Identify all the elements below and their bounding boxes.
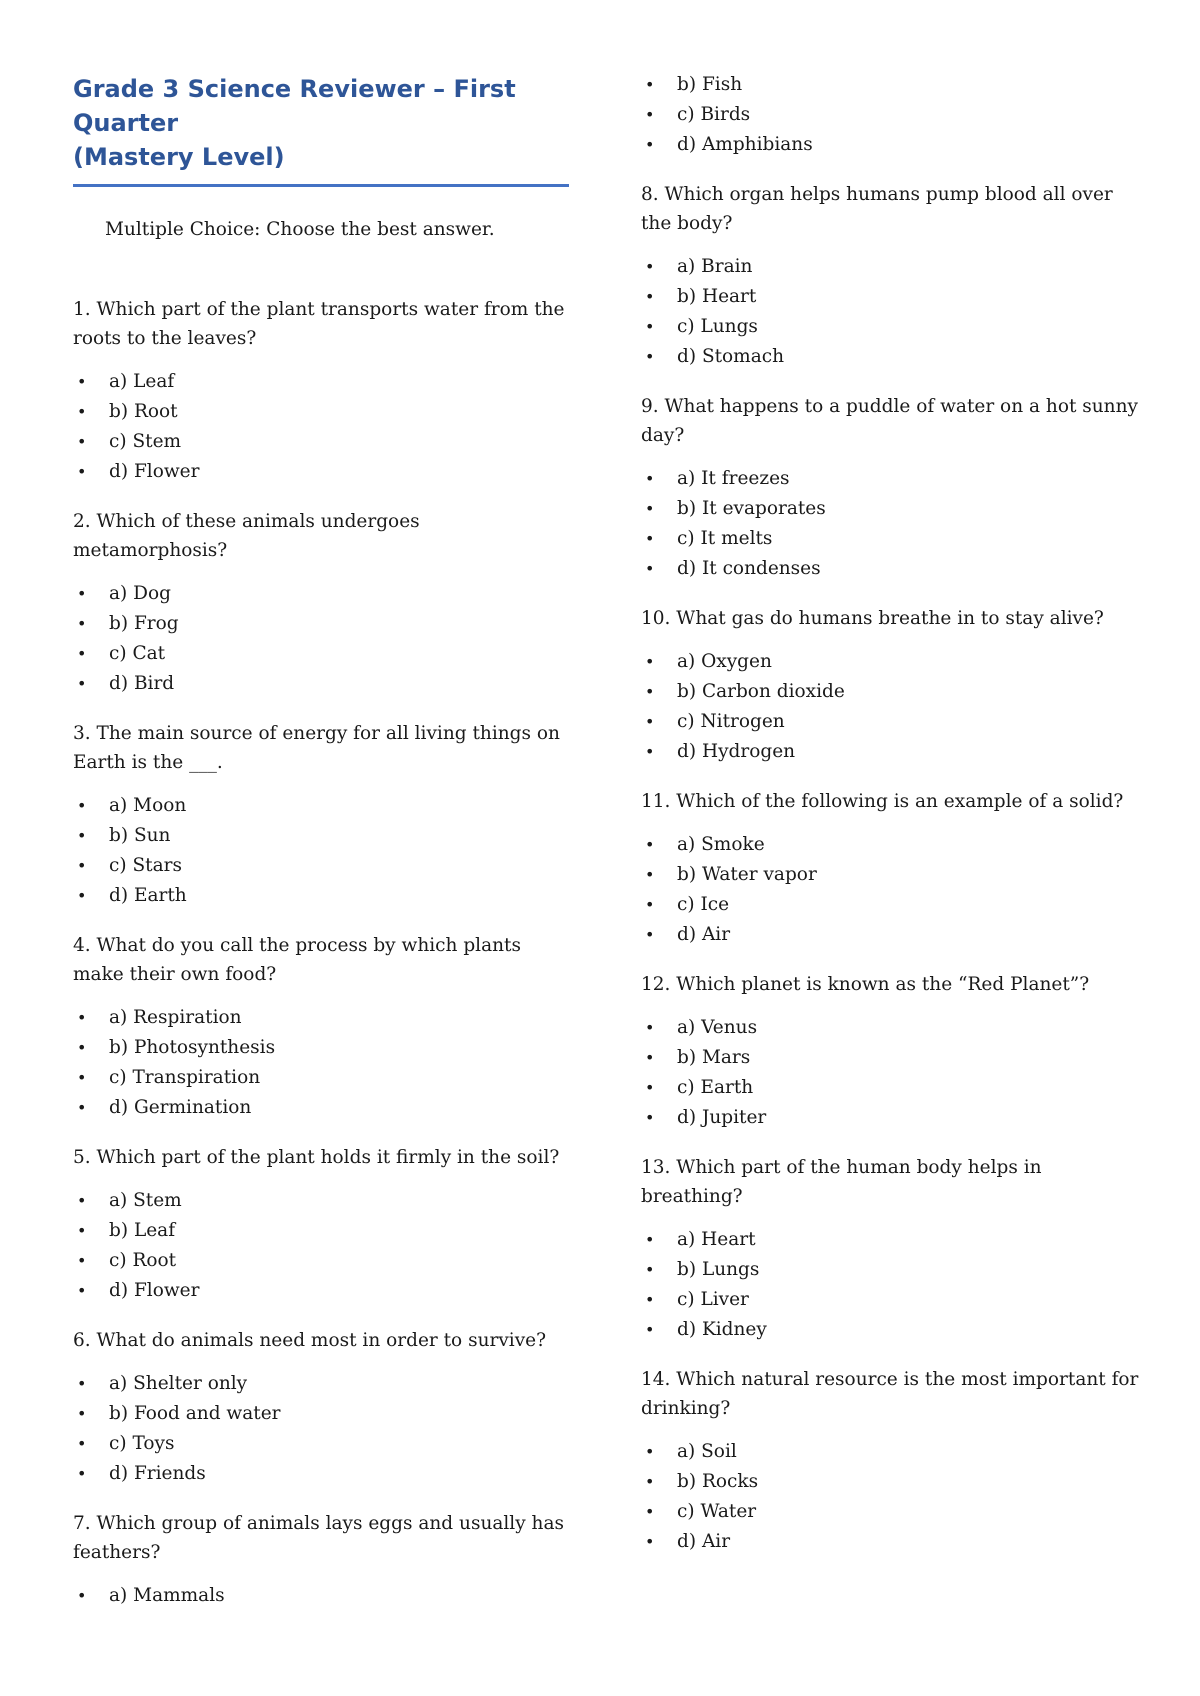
option-text: c) Cat — [109, 643, 166, 664]
option-7d — [641, 130, 1141, 160]
bullet-icon: • — [645, 652, 655, 671]
option-text: d) Germination — [109, 1097, 252, 1118]
option-8a — [641, 252, 1141, 282]
bullet-icon: • — [77, 402, 87, 421]
options-list-14 — [641, 1437, 1141, 1557]
option-5a — [73, 1186, 573, 1216]
option-text: b) Leaf — [109, 1220, 176, 1241]
option-9c — [641, 524, 1141, 554]
bullet-icon: • — [645, 499, 655, 518]
option-text: a) Dog — [109, 583, 171, 604]
option-text: b) It evaporates — [677, 498, 826, 519]
option-text: b) Photosynthesis — [109, 1037, 276, 1058]
option-12a — [641, 1013, 1141, 1043]
bullet-icon: • — [77, 432, 87, 451]
question-6: 6. What do animals need most in order to survive? — [73, 1330, 547, 1351]
question-8: 8. Which organ helps humans pump blood all over the body? — [641, 184, 1113, 234]
bullet-icon: • — [77, 674, 87, 693]
bullet-icon: • — [77, 1251, 87, 1270]
option-13a — [641, 1225, 1141, 1255]
instructions: Multiple Choice: Choose the best answer. — [105, 219, 495, 240]
option-text: c) Toys — [109, 1433, 175, 1454]
question-block-6 — [73, 1326, 573, 1489]
option-text: c) It melts — [677, 528, 773, 549]
option-2c — [73, 639, 573, 669]
options-list-2 — [73, 579, 573, 699]
option-14b — [641, 1467, 1141, 1497]
question-3: 3. The main source of energy for all living things on Earth is the ___. — [73, 723, 560, 773]
option-text: c) Lungs — [677, 316, 758, 337]
option-13d — [641, 1315, 1141, 1345]
question-4: 4. What do you call the process by which plants make their own food? — [73, 935, 521, 985]
bullet-icon: • — [77, 372, 87, 391]
question-block-10 — [641, 604, 1141, 767]
option-text: a) Oxygen — [677, 651, 772, 672]
question-block-5 — [73, 1143, 573, 1306]
left-column — [73, 72, 573, 1611]
bullet-icon: • — [77, 1098, 87, 1117]
option-10d — [641, 737, 1141, 767]
bullet-icon: • — [645, 1048, 655, 1067]
question-block-11 — [641, 787, 1141, 950]
bullet-icon: • — [77, 1586, 87, 1605]
option-text: b) Food and water — [109, 1403, 281, 1424]
option-6c — [73, 1429, 573, 1459]
option-text: b) Carbon dioxide — [677, 681, 845, 702]
option-text: c) Nitrogen — [677, 711, 785, 732]
bullet-icon: • — [77, 796, 87, 815]
question-13: 13. Which part of the human body helps in breathing? — [641, 1157, 1042, 1207]
bullet-icon: • — [77, 1374, 87, 1393]
option-text: d) Friends — [109, 1463, 206, 1484]
options-list-13 — [641, 1225, 1141, 1345]
option-1c — [73, 427, 573, 457]
option-5c — [73, 1246, 573, 1276]
option-text: b) Frog — [109, 613, 179, 634]
options-list-12 — [641, 1013, 1141, 1133]
question-12: 12. Which planet is known as the “Red Planet”? — [641, 974, 1090, 995]
option-text: a) Venus — [677, 1017, 758, 1038]
question-10: 10. What gas do humans breathe in to stay alive? — [641, 608, 1104, 629]
options-list-3 — [73, 791, 573, 911]
bullet-icon: • — [77, 856, 87, 875]
option-text: d) Stomach — [677, 346, 785, 367]
option-5d — [73, 1276, 573, 1306]
options-list-1 — [73, 367, 573, 487]
options-list-8 — [641, 252, 1141, 372]
option-text: c) Liver — [677, 1289, 749, 1310]
option-text: a) Mammals — [109, 1585, 225, 1606]
option-12c — [641, 1073, 1141, 1103]
option-4b — [73, 1033, 573, 1063]
bullet-icon: • — [645, 105, 655, 124]
option-2a — [73, 579, 573, 609]
question-5: 5. Which part of the plant holds it firmly in the soil? — [73, 1147, 560, 1168]
option-text: d) Air — [677, 1531, 731, 1552]
bullet-icon: • — [645, 682, 655, 701]
option-text: b) Rocks — [677, 1471, 759, 1492]
option-text: a) Leaf — [109, 371, 175, 392]
option-text: c) Birds — [677, 104, 751, 125]
option-text: c) Water — [677, 1501, 757, 1522]
option-11b — [641, 860, 1141, 890]
option-14a — [641, 1437, 1141, 1467]
options-list-7-part-1 — [73, 1581, 573, 1611]
option-text: d) Bird — [109, 673, 175, 694]
option-text: c) Ice — [677, 894, 730, 915]
bullet-icon: • — [645, 895, 655, 914]
question-block-13 — [641, 1153, 1141, 1345]
option-2b — [73, 609, 573, 639]
bullet-icon: • — [77, 1404, 87, 1423]
question-1: 1. Which part of the plant transports water from the roots to the leaves? — [73, 299, 565, 349]
title-line-2: (Mastery Level) — [73, 143, 285, 171]
bullet-icon: • — [77, 826, 87, 845]
option-text: c) Transpiration — [109, 1067, 261, 1088]
options-list-9 — [641, 464, 1141, 584]
option-10a — [641, 647, 1141, 677]
question-block-4 — [73, 931, 573, 1123]
option-text: a) Smoke — [677, 834, 765, 855]
option-7c — [641, 100, 1141, 130]
option-3d — [73, 881, 573, 911]
option-11c — [641, 890, 1141, 920]
option-text: b) Water vapor — [677, 864, 817, 885]
bullet-icon: • — [645, 1502, 655, 1521]
bullet-icon: • — [77, 1068, 87, 1087]
option-text: d) Flower — [109, 1280, 200, 1301]
option-12b — [641, 1043, 1141, 1073]
option-text: a) Brain — [677, 256, 753, 277]
option-4d — [73, 1093, 573, 1123]
option-4a — [73, 1003, 573, 1033]
option-text: c) Earth — [677, 1077, 754, 1098]
bullet-icon: • — [77, 1191, 87, 1210]
option-7a — [73, 1581, 573, 1611]
bullet-icon: • — [645, 317, 655, 336]
question-14: 14. Which natural resource is the most important for drinking? — [641, 1369, 1139, 1419]
bullet-icon: • — [77, 644, 87, 663]
option-text: d) Air — [677, 924, 731, 945]
option-text: a) Stem — [109, 1190, 182, 1211]
right-column — [641, 70, 1141, 1557]
bullet-icon: • — [645, 559, 655, 578]
option-8c — [641, 312, 1141, 342]
options-list-10 — [641, 647, 1141, 767]
options-list-5 — [73, 1186, 573, 1306]
options-list-6 — [73, 1369, 573, 1489]
option-text: d) Flower — [109, 461, 200, 482]
option-6d — [73, 1459, 573, 1489]
bullet-icon: • — [645, 925, 655, 944]
bullet-icon: • — [645, 1018, 655, 1037]
bullet-icon: • — [645, 1472, 655, 1491]
option-1a — [73, 367, 573, 397]
option-12d — [641, 1103, 1141, 1133]
option-10c — [641, 707, 1141, 737]
option-text: b) Sun — [109, 825, 171, 846]
bullet-icon: • — [645, 1290, 655, 1309]
option-text: c) Stars — [109, 855, 182, 876]
question-block-2 — [73, 507, 573, 699]
bullet-icon: • — [645, 1442, 655, 1461]
bullet-icon: • — [77, 1434, 87, 1453]
option-3c — [73, 851, 573, 881]
option-10b — [641, 677, 1141, 707]
option-8b — [641, 282, 1141, 312]
option-5b — [73, 1216, 573, 1246]
option-1d — [73, 457, 573, 487]
option-text: d) Earth — [109, 885, 187, 906]
option-text: b) Fish — [677, 74, 743, 95]
bullet-icon: • — [645, 347, 655, 366]
bullet-icon: • — [77, 1221, 87, 1240]
option-text: b) Mars — [677, 1047, 751, 1068]
bullet-icon: • — [645, 742, 655, 761]
option-11d — [641, 920, 1141, 950]
option-9d — [641, 554, 1141, 584]
option-3a — [73, 791, 573, 821]
bullet-icon: • — [645, 529, 655, 548]
options-list-11 — [641, 830, 1141, 950]
question-block-3 — [73, 719, 573, 911]
option-2d — [73, 669, 573, 699]
option-7b — [641, 70, 1141, 100]
option-text: a) Shelter only — [109, 1373, 248, 1394]
option-text: a) Soil — [677, 1441, 737, 1462]
option-9b — [641, 494, 1141, 524]
option-text: b) Root — [109, 401, 178, 422]
option-4c — [73, 1063, 573, 1093]
title-line-1: Grade 3 Science Reviewer – First Quarter — [73, 75, 516, 137]
question-block-1 — [73, 295, 573, 487]
bullet-icon: • — [645, 712, 655, 731]
bullet-icon: • — [77, 1008, 87, 1027]
option-text: a) Heart — [677, 1229, 756, 1250]
option-6b — [73, 1399, 573, 1429]
question-11: 11. Which of the following is an example of a solid? — [641, 791, 1124, 812]
question-9: 9. What happens to a puddle of water on a hot sunny day? — [641, 396, 1138, 446]
bullet-icon: • — [645, 1320, 655, 1339]
option-text: d) Amphibians — [677, 134, 813, 155]
question-block-14 — [641, 1365, 1141, 1557]
bullet-icon: • — [645, 135, 655, 154]
bullet-icon: • — [645, 835, 655, 854]
options-list-4 — [73, 1003, 573, 1123]
option-text: a) Respiration — [109, 1007, 242, 1028]
bullet-icon: • — [645, 287, 655, 306]
option-text: d) It condenses — [677, 558, 821, 579]
option-text: a) It freezes — [677, 468, 790, 489]
option-text: a) Moon — [109, 795, 187, 816]
bullet-icon: • — [645, 469, 655, 488]
bullet-icon: • — [645, 1230, 655, 1249]
option-8d — [641, 342, 1141, 372]
bullet-icon: • — [77, 886, 87, 905]
option-14c — [641, 1497, 1141, 1527]
option-3b — [73, 821, 573, 851]
question-block-9 — [641, 392, 1141, 584]
bullet-icon: • — [645, 1078, 655, 1097]
bullet-icon: • — [77, 1281, 87, 1300]
option-13c — [641, 1285, 1141, 1315]
option-text: d) Kidney — [677, 1319, 767, 1340]
bullet-icon: • — [645, 257, 655, 276]
option-13b — [641, 1255, 1141, 1285]
bullet-icon: • — [645, 1532, 655, 1551]
option-1b — [73, 397, 573, 427]
option-14d — [641, 1527, 1141, 1557]
question-block-8 — [641, 180, 1141, 372]
bullet-icon: • — [77, 1038, 87, 1057]
option-text: c) Stem — [109, 431, 182, 452]
option-9a — [641, 464, 1141, 494]
options-list-7-part-2 — [641, 70, 1141, 160]
bullet-icon: • — [645, 75, 655, 94]
document-title — [73, 72, 569, 187]
option-text: b) Heart — [677, 286, 757, 307]
option-6a — [73, 1369, 573, 1399]
question-2: 2. Which of these animals undergoes metamorphosis? — [73, 511, 420, 561]
bullet-icon: • — [645, 1108, 655, 1127]
option-text: b) Lungs — [677, 1259, 760, 1280]
option-11a — [641, 830, 1141, 860]
bullet-icon: • — [77, 614, 87, 633]
bullet-icon: • — [77, 462, 87, 481]
bullet-icon: • — [77, 584, 87, 603]
question-block-12 — [641, 970, 1141, 1133]
question-7: 7. Which group of animals lays eggs and usually has feathers? — [73, 1513, 564, 1563]
bullet-icon: • — [77, 1464, 87, 1483]
option-text: c) Root — [109, 1250, 177, 1271]
bullet-icon: • — [645, 865, 655, 884]
question-block-7 — [73, 1509, 573, 1611]
bullet-icon: • — [645, 1260, 655, 1279]
option-text: d) Jupiter — [677, 1107, 767, 1128]
option-text: d) Hydrogen — [677, 741, 796, 762]
